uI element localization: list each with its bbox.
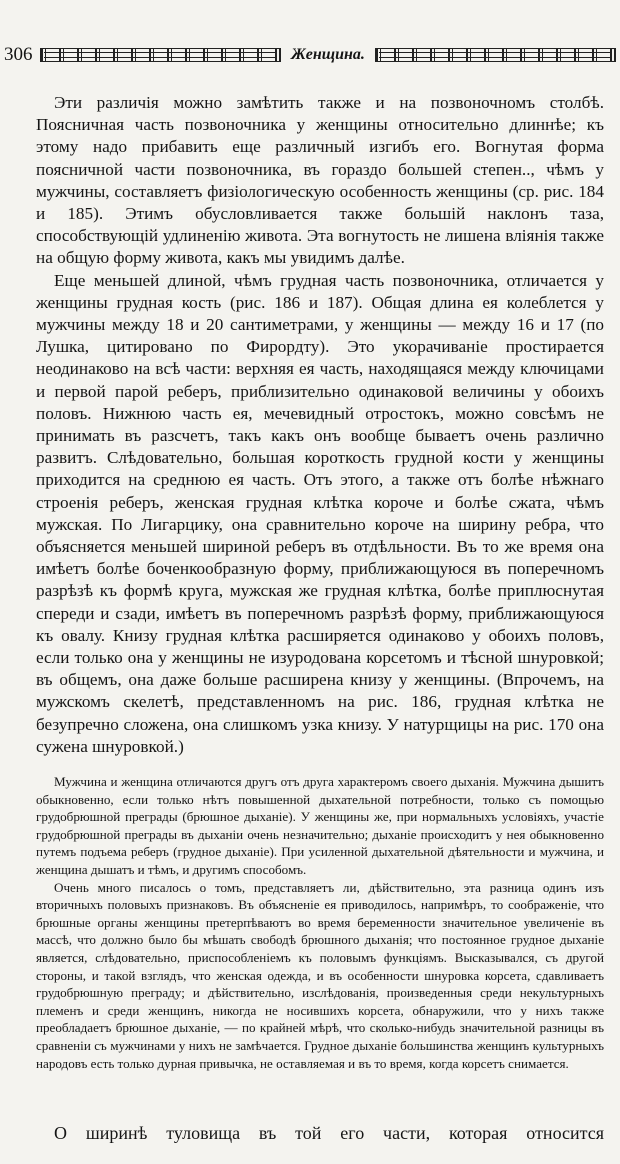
ornament-left xyxy=(40,48,281,62)
continuation-text xyxy=(36,1121,604,1145)
page-header xyxy=(4,44,616,66)
note-paragraph: Очень много писалось о томъ, представляетъ ли, дѣйствительно, эта разница одинъ изъ вторичныхъ половыхъ признаковъ. Въ объясненіе ея приводилось, напримѣръ, то соображеніе, что брюшные органы женщины претерпѣваютъ во время беременности значительное увеличеніе въ массѣ, что должно было бы мѣшать свободѣ брюшного дыханія; что постоянное грудное дыханіе является, слѣдовательно, приспособленіемъ къ половымъ функціямъ. Высказывался, съ другой стороны, и такой взглядъ, что женская одежда, и въ особенности шнуровка корсета, сдавливаетъ грудобрюшную преграду; и дѣйствительно, изслѣдованія, произведенныя среди некультурныхъ племенъ и среди женщинъ, никогда не носившихъ корсета, обнаружили, что у нихъ также преобладаетъ брюшное дыханіе, — по крайней мѣрѣ, что сколько-нибудь значительной разницы въ сравненіи съ мужчинами у нихъ не замѣчается. Грудное дыханіе большинства женщинъ культурныхъ народовъ есть только дурная привычка, не оставляемая и въ то время, когда корсетъ снимается. xyxy=(36,879,604,1071)
continuation-line: О ширинѣ туловища въ той его части, которая относится xyxy=(54,1123,604,1143)
page-number: 306 xyxy=(4,44,33,65)
body-paragraph: Еще меньшей длиной, чѣмъ грудная часть позвоночника, отличается у женщины грудная кость (рис. 186 и 187). Общая длина ея колеблется у мужчины между 18 и 20 сантиметрами, у женщины — между 16 и 17 (по Лушка, цитировано по Фирордту). Это укорачиваніе простирается неодинаково на всѣ части: верхняя ея часть, находящаяся между ключицами и первой парой реберъ, приблизительно одинаковой величины у обоихъ половъ. Нижнюю часть ея, мечевидный отростокъ, можно совсѣмъ не принимать въ разсчетъ, такъ какъ онъ вообще бываетъ очень различно развитъ. Слѣдовательно, большая короткость грудной кости у женщины приходится на среднюю ея часть. Отъ этого, а также отъ болѣе нѣжнаго строенія реберъ, женская грудная клѣтка короче и болѣе сжата, чѣмъ мужская. По Лигарцику, она сравнительно короче на ширину ребра, что объясняется меньшей шириной реберъ въ отдѣльности. Въ то же время она имѣетъ болѣе боченкообразную форму, приближающуюся въ поперечномъ разрѣзѣ къ формѣ круга, мужская же грудная клѣтка, болѣе приплюснутая спереди и сзади, имѣетъ въ поперечномъ разрѣзѣ форму, приближающуюся къ овалу. Книзу грудная клѣтка расширяется одинаково у обоихъ половъ, если только она у женщины не изуродована корсетомъ и тѣсной шнуровкой; въ общемъ, она даже больше расширена книзу у женщины. (Впрочемъ, на мужскомъ скелетѣ, представленномъ на рис. 186, грудная клѣтка не безупречно сложена, она слишкомъ узка книзу. У натурщицы на рис. 170 она сужена шнуровкой.) xyxy=(36,270,604,756)
note-paragraph: Мужчина и женщина отличаются другъ отъ друга характеромъ своего дыханія. Мужчина дышитъ обыкновенно, если только нѣтъ повышенной дыхательной потребности, только съ помощью грудобрюшной преграды (брюшное дыханіе). У женщины же, при нормальныхъ условіяхъ, участіе грудобрюшной преграды въ дыханіи очень незначительно; дыханіе происходитъ у нея обыкновенно путемъ подъема реберъ (грудное дыханіе). При усиленной дыхательной дѣятельности и мужчина, и женщина дышатъ и тѣмъ, и другимъ способомъ. xyxy=(36,774,604,877)
ornament-right xyxy=(375,48,616,62)
body-paragraph: Эти различія можно замѣтить также и на позвоночномъ столбѣ. Поясничная часть позвоночника у женщины относительно длиннѣе; къ этому надо прибавить еще различный изгибъ его. Вогнутая форма поясничной части позвоночника, въ гораздо большей степен.., чѣмъ у мужчины, составляетъ физіологическую особенность женщины (ср. рис. 184 и 185). Этимъ обусловливается также большій наклонъ таза, способствующій удлиненію живота. Эта вогнутость не лишена вліянія также на общую форму живота, какъ мы увидимъ далѣе. xyxy=(36,93,604,268)
running-title: Женщина. xyxy=(291,46,365,63)
main-text xyxy=(36,92,604,758)
small-print-note xyxy=(36,773,604,1072)
